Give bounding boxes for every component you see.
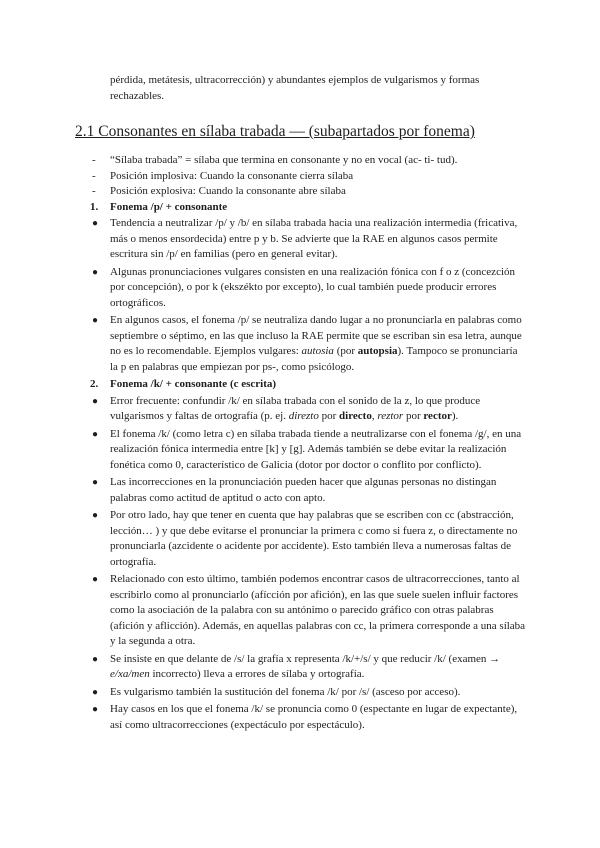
dash-item [88,169,528,185]
dash-item-text: Posición explosiva: Cuando la consonante abre sílaba [110,185,346,197]
bullet-marker: ● [92,315,99,326]
bullet-text: Por otro lado, hay que tener en cuenta que hay palabras que se escriben con cc (abstracción, lección… ) y que debe evitarse el pronunciar la primera c como si fuera z, o directamente no pronunciarla (azcidente o acidente por accidente). Esto también lleva a numerosas faltas de ortografía. [110,509,518,568]
bullet-text: En algunos casos, el fonema /p/ se neutraliza dando lugar a no pronunciarla en palabras como septiembre o séptimo, en las que incluso la RAE permite que se escriban sin esa letra, aunque no es lo recomendable. Ejemplos vulgares: autosia (por autopsia). Tampoco se pronunciaría la p en palabras que empiezan por ps-, como psicólogo. [110,314,522,373]
section-content [88,153,528,735]
correct-form: rector [423,410,452,422]
dash-item [88,184,528,200]
bullet-text: Se insiste en que delante de /s/ la grafía x representa /k/+/s/ y que reducir /k/ (examen → e/xa/men incorrecto) lleva a errores de sílaba y ortografía. [110,652,501,680]
dash-item [88,153,528,169]
bullet-text: Tendencia a neutralizar /p/ y /b/ en sílaba trabada hacia una realización intermedia (fricativa, más o menos ensordecida) entre p y b. Se advierte que la RAE en algunos casos permite escritura sin /p/ en familias (pero en general evitar). [110,217,518,260]
bullet-item [88,508,528,570]
bullet-item [88,216,528,263]
bullet-text: Hay casos en los que el fonema /k/ se pronuncia como 0 (espectante en lugar de expectante), así como ultracorrecciones (expectáculo por espectáculo). [110,703,518,731]
bullet-marker: ● [92,218,99,229]
bullet-item [88,702,528,733]
bullet-marker: ● [92,686,99,698]
subsection-number: 2. [90,378,99,390]
dash-marker: - [92,169,96,182]
correct-form: directo [339,410,372,422]
bullet-item [88,265,528,312]
bullet-marker: ● [92,477,99,488]
bullet-marker: ● [92,395,99,407]
section-heading: 2.1 Consonantes en sílaba trabada — (subapartados por fonema) [75,123,475,140]
bullet-text: Relacionado con esto último, también podemos encontrar casos de ultracorrecciones, tanto al escribirlo como al pronunciarlo (afícción por afición), en las que suele suelen influir factores como la asociación de la palabra con su antónimo o parecido gráfico con otras palabras (afición y aflicción). Además, en aquellas palabras con cc, la primera corresponde a una sílaba y la segunda a otra. [110,573,526,647]
subsection-number: 1. [90,200,99,213]
intro-paragraph: pérdida, metátesis, ultracorrección) y abundantes ejemplos de vulgarismos y formas rechazables. [110,74,480,102]
subsection-title: Fonema /k/ + consonante (c escrita) [110,378,277,390]
bullet-item [88,475,528,506]
bullet-marker: ● [92,266,99,278]
dash-marker: - [92,185,96,197]
subsection-heading-p [88,200,528,216]
dash-item-text: Posición implosiva: Cuando la consonante cierra sílaba [110,169,354,182]
subsection-heading-k [88,377,528,393]
bullet-marker: ● [92,653,99,665]
dash-item-text: “Sílaba trabada” = sílaba que termina en consonante y no en vocal (ac- ti- tud). [110,154,458,166]
bullet-marker: ● [92,510,99,521]
bullet-marker: ● [92,574,99,585]
bullet-item [88,685,528,701]
bullet-item [88,313,528,375]
dash-marker: - [92,154,96,166]
bullet-item [88,572,528,650]
bullet-marker: ● [92,428,99,440]
bullet-marker: ● [92,704,99,715]
vulgar-example: autosia [301,345,334,357]
bullet-text: Las incorrecciones en la pronunciación pueden hacer que algunas personas no distingan palabras como actitud de aptitud o acto con apto. [110,476,497,504]
correct-form: autopsia [357,345,398,357]
bullet-item [88,652,528,683]
vulgar-example: direzto [288,410,319,422]
syllable-example: e/xa/men [110,668,150,680]
bullet-item [88,427,528,474]
vulgar-example: reztor [377,410,404,422]
bullet-text: Algunas pronunciaciones vulgares consisten en una realización fónica con f o z (concezción por concepción), o por k (ekszékto por excepto), lo cual también puede producir errores ortográficos. [110,265,516,309]
bullet-item [88,394,528,425]
bullet-text: Es vulgarismo también la sustitución del fonema /k/ por /s/ (asceso por acceso). [110,685,461,698]
subsection-title: Fonema /p/ + consonante [110,200,228,213]
bullet-text: El fonema /k/ (como letra c) en sílaba trabada tiende a neutralizarse con el fonema /g/, en una realización fónica intermedia entre [k] y [g]. Además también se debe evitar la realización fonética como 0, característico de Galicia (dotor por doctor o conflito por conflicto). [110,427,522,471]
bullet-text: Error frecuente: confundir /k/ en sílaba trabada con el sonido de la z, lo que produce vulgarismos y faltas de ortografía (p. ej. direzto por directo, reztor por rector). [110,394,481,422]
